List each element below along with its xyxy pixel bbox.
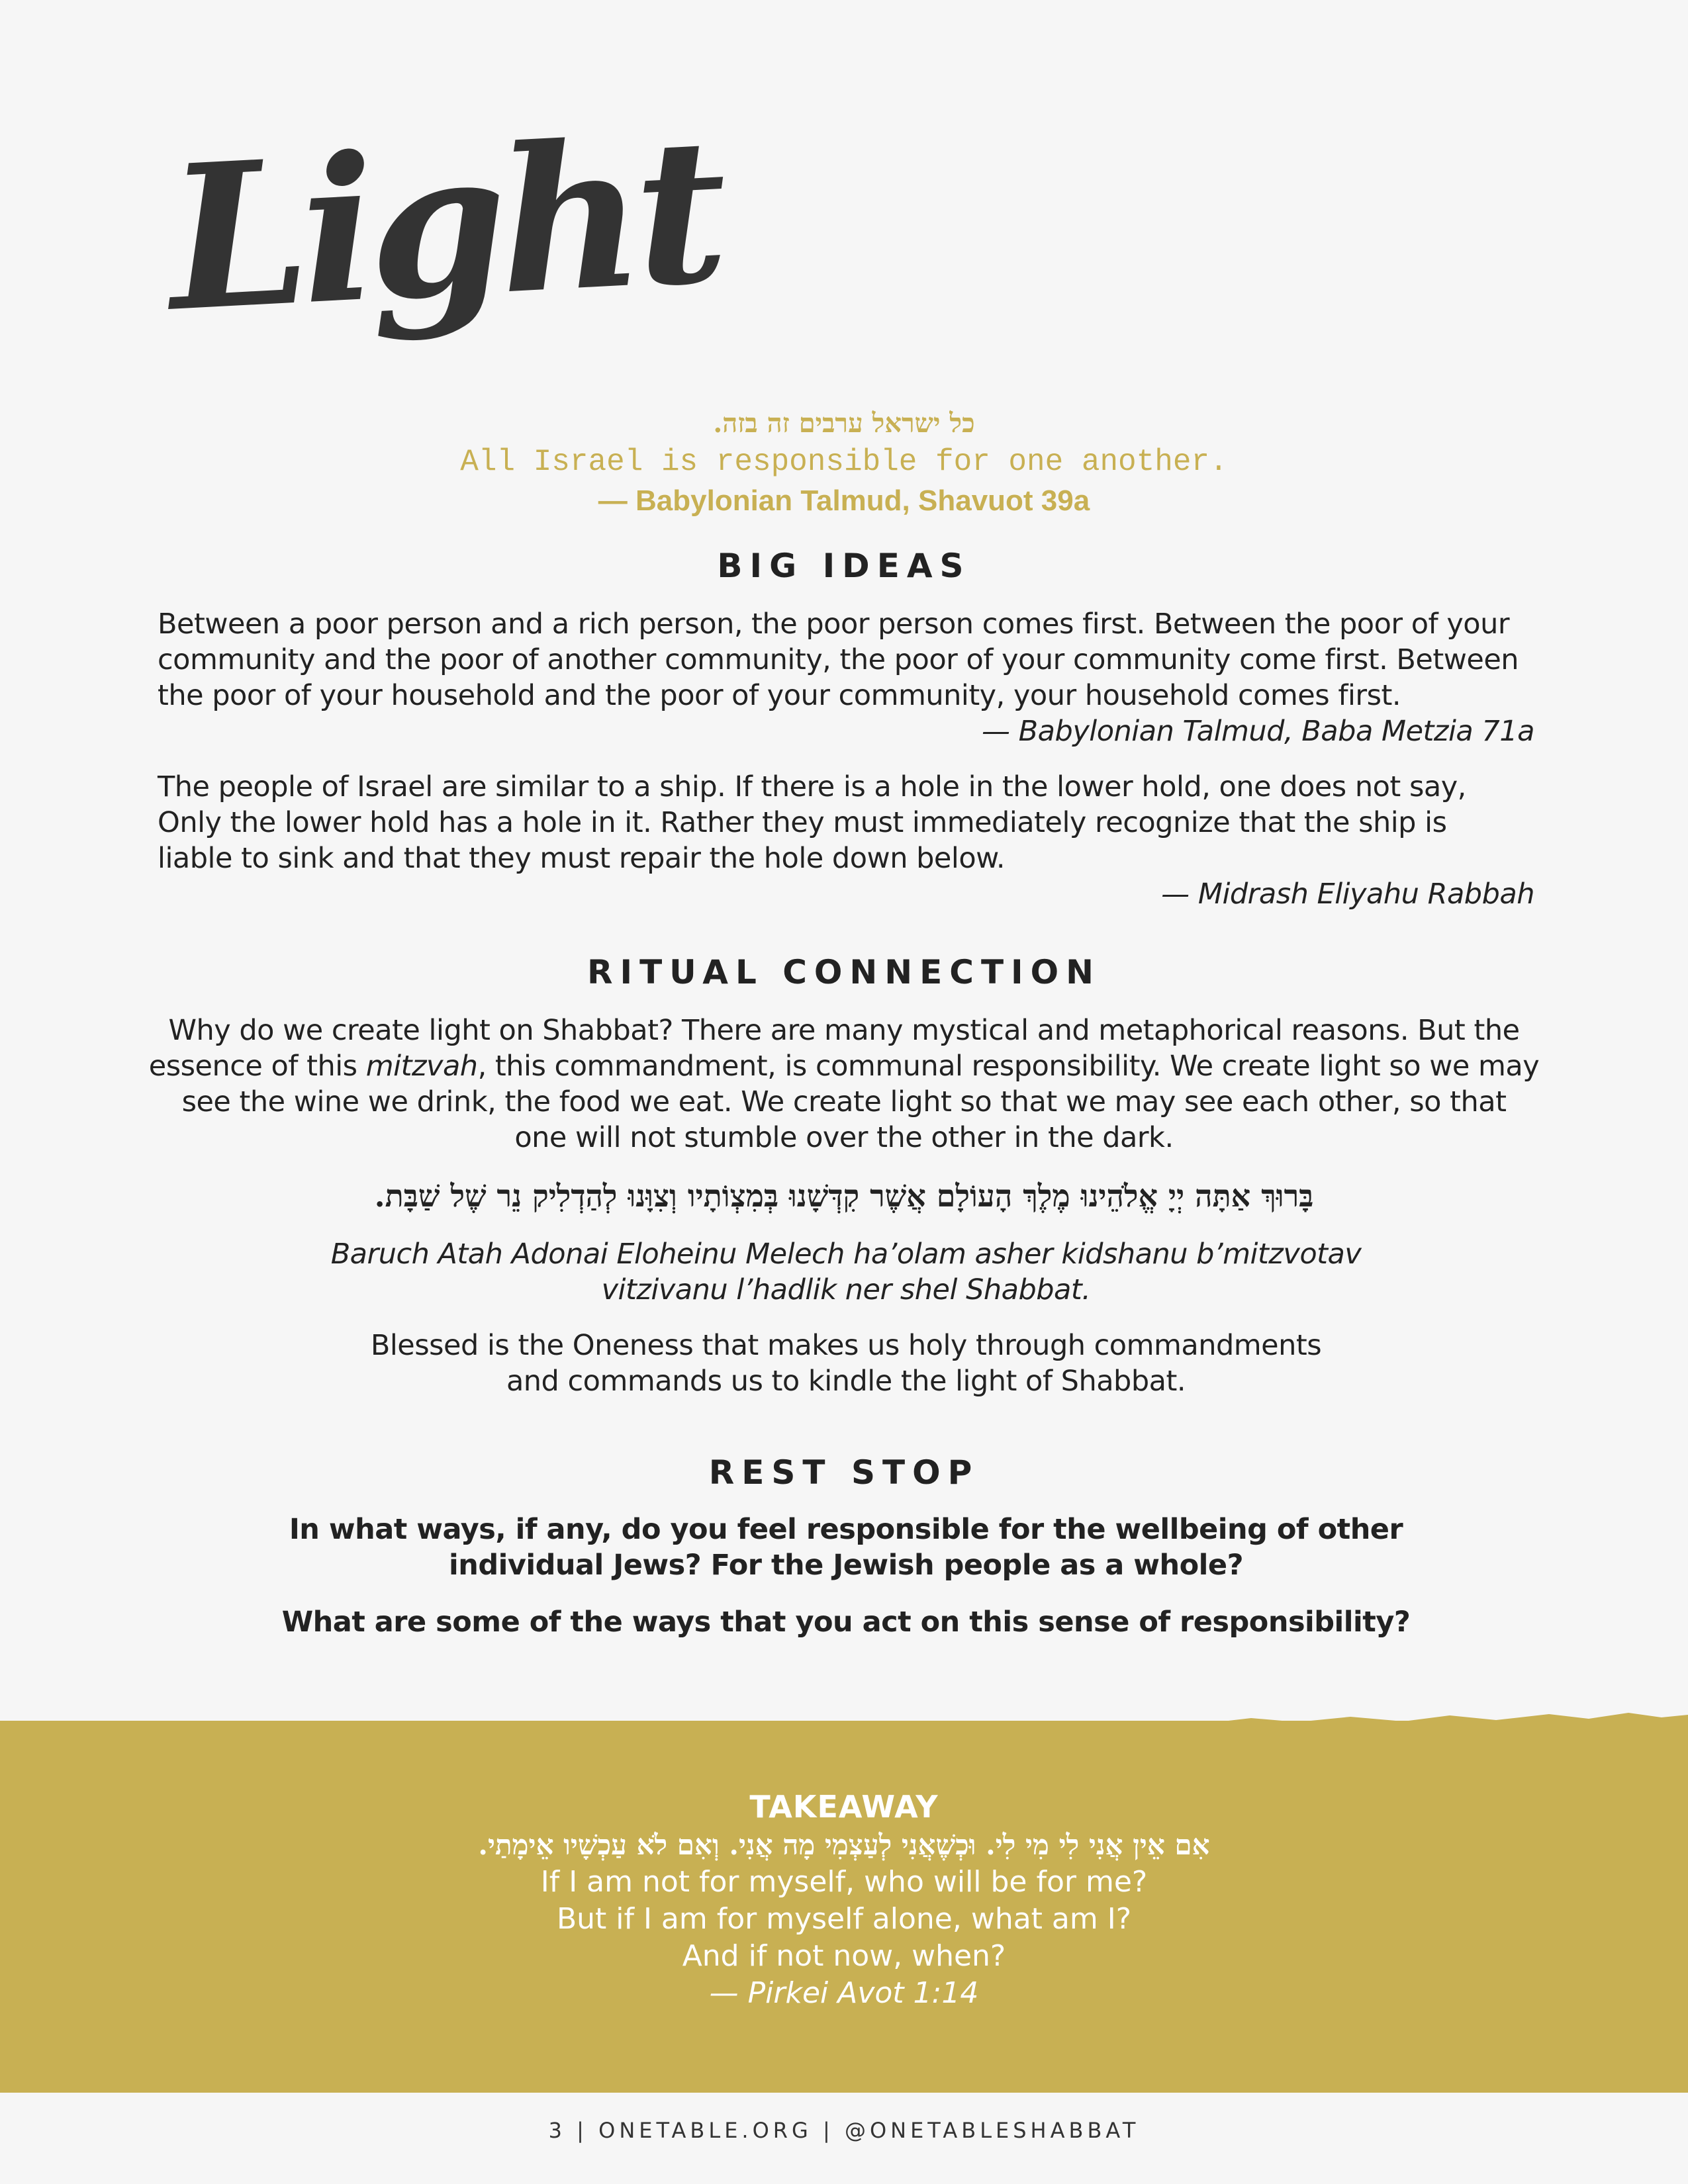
rest-stop-question-2: What are some of the ways that you act on this sense of responsibility?	[281, 1606, 1411, 1639]
epigraph-english: All Israel is responsible for one another.	[460, 445, 1228, 479]
quote-line: community and the poor of another community, the poor of your community come first. Between	[158, 643, 1519, 676]
takeaway-source: — Pirkei Avot 1:14	[709, 1976, 979, 2010]
question-line: individual Jews? For the Jewish people as a whole?	[448, 1549, 1244, 1582]
takeaway-hebrew: אִם אֵין אֲנִי לִי מִי לִי. וּכְשֶׁאֲנִי לְעַצְמִי מָה אֲנִי. וְאִם לֹא עַכְשָׁיו אֵימָתַי.	[478, 1829, 1210, 1861]
question-line: In what ways, if any, do you feel responsible for the wellbeing of other	[289, 1513, 1403, 1546]
epigraph-source: — Babylonian Talmud, Shavuot 39a	[598, 484, 1090, 517]
epigraph	[0, 405, 1688, 520]
takeaway-line: But if I am for myself alone, what am I?	[556, 1902, 1132, 1936]
takeaway-line: If I am not for myself, who will be for me?	[540, 1865, 1148, 1899]
big-ideas-heading: BIG IDEAS	[717, 547, 971, 585]
blessing-translation	[158, 1328, 1534, 1399]
takeaway-title: TAKEAWAY	[749, 1789, 939, 1825]
paragraph-line: Why do we create light on Shabbat? There are many mystical and metaphorical reasons. But the	[168, 1014, 1520, 1047]
transliteration-line: Baruch Atah Adonai Eloheinu Melech ha’olam asher kidshanu b’mitzvotav	[330, 1238, 1362, 1271]
hebrew-blessing: בָּרוּךְ אַתָּה יְיָ אֱלֹהֵינוּ מֶלֶךְ הָעוֹלָם אֲשֶׁר קִדְּשָׁנוּ בְּמִצְוֹתָיו וְצִוָּנוּ לְהַדְלִיק נֵר שֶׁל שַׁבָּת.	[374, 1178, 1314, 1214]
big-ideas-quote-1	[158, 606, 1534, 749]
quote-line: The people of Israel are similar to a ship. If there is a hole in the lower hold, one does not say,	[158, 770, 1466, 803]
takeaway-section	[0, 1787, 1688, 2012]
quote-line: Only the lower hold has a hole in it. Rather they must immediately recognize that the ship is	[158, 806, 1447, 839]
quote-line: liable to sink and that they must repair the hole down below.	[158, 842, 1006, 875]
paragraph-line	[119, 1048, 1569, 1084]
transliteration-line: vitzivanu l’hadlik ner shel Shabbat.	[601, 1273, 1091, 1306]
paragraph-text: , this commandment, is communal responsibility. We create light so we may	[477, 1050, 1540, 1083]
paragraph-line: one will not stumble over the other in the dark.	[514, 1121, 1174, 1154]
transliteration	[158, 1236, 1534, 1308]
ritual-connection-paragraph	[119, 1013, 1569, 1156]
ritual-connection-heading: RITUAL CONNECTION	[586, 953, 1102, 991]
mitzvah-term: mitzvah	[365, 1050, 478, 1083]
paragraph-line: see the wine we drink, the food we eat. We create light so that we may see each other, so that	[181, 1085, 1507, 1118]
translation-line: Blessed is the Oneness that makes us holy through commandments	[370, 1329, 1322, 1362]
rest-stop-question-1	[158, 1512, 1534, 1583]
quote-line: the poor of your household and the poor of your community, your household comes first.	[158, 679, 1401, 712]
translation-line: and commands us to kindle the light of Shabbat.	[506, 1365, 1186, 1398]
epigraph-hebrew: כל ישראל ערבים זה בזה.	[713, 408, 975, 439]
quote-line: Between a poor person and a rich person, the poor person comes first. Between the poor of your	[158, 608, 1510, 641]
quote-source: — Midrash Eliyahu Rabbah	[1161, 878, 1534, 911]
takeaway-line: And if not now, when?	[682, 1939, 1006, 1973]
paragraph-text: essence of this	[148, 1050, 366, 1083]
page-title: Light	[163, 93, 726, 356]
quote-source: — Babylonian Talmud, Baba Metzia 71a	[982, 715, 1534, 748]
rest-stop-heading: REST STOP	[708, 1453, 980, 1492]
page-footer: 3 | ONETABLE.ORG | @ONETABLESHABBAT	[548, 2118, 1140, 2143]
big-ideas-quote-2	[158, 769, 1534, 912]
